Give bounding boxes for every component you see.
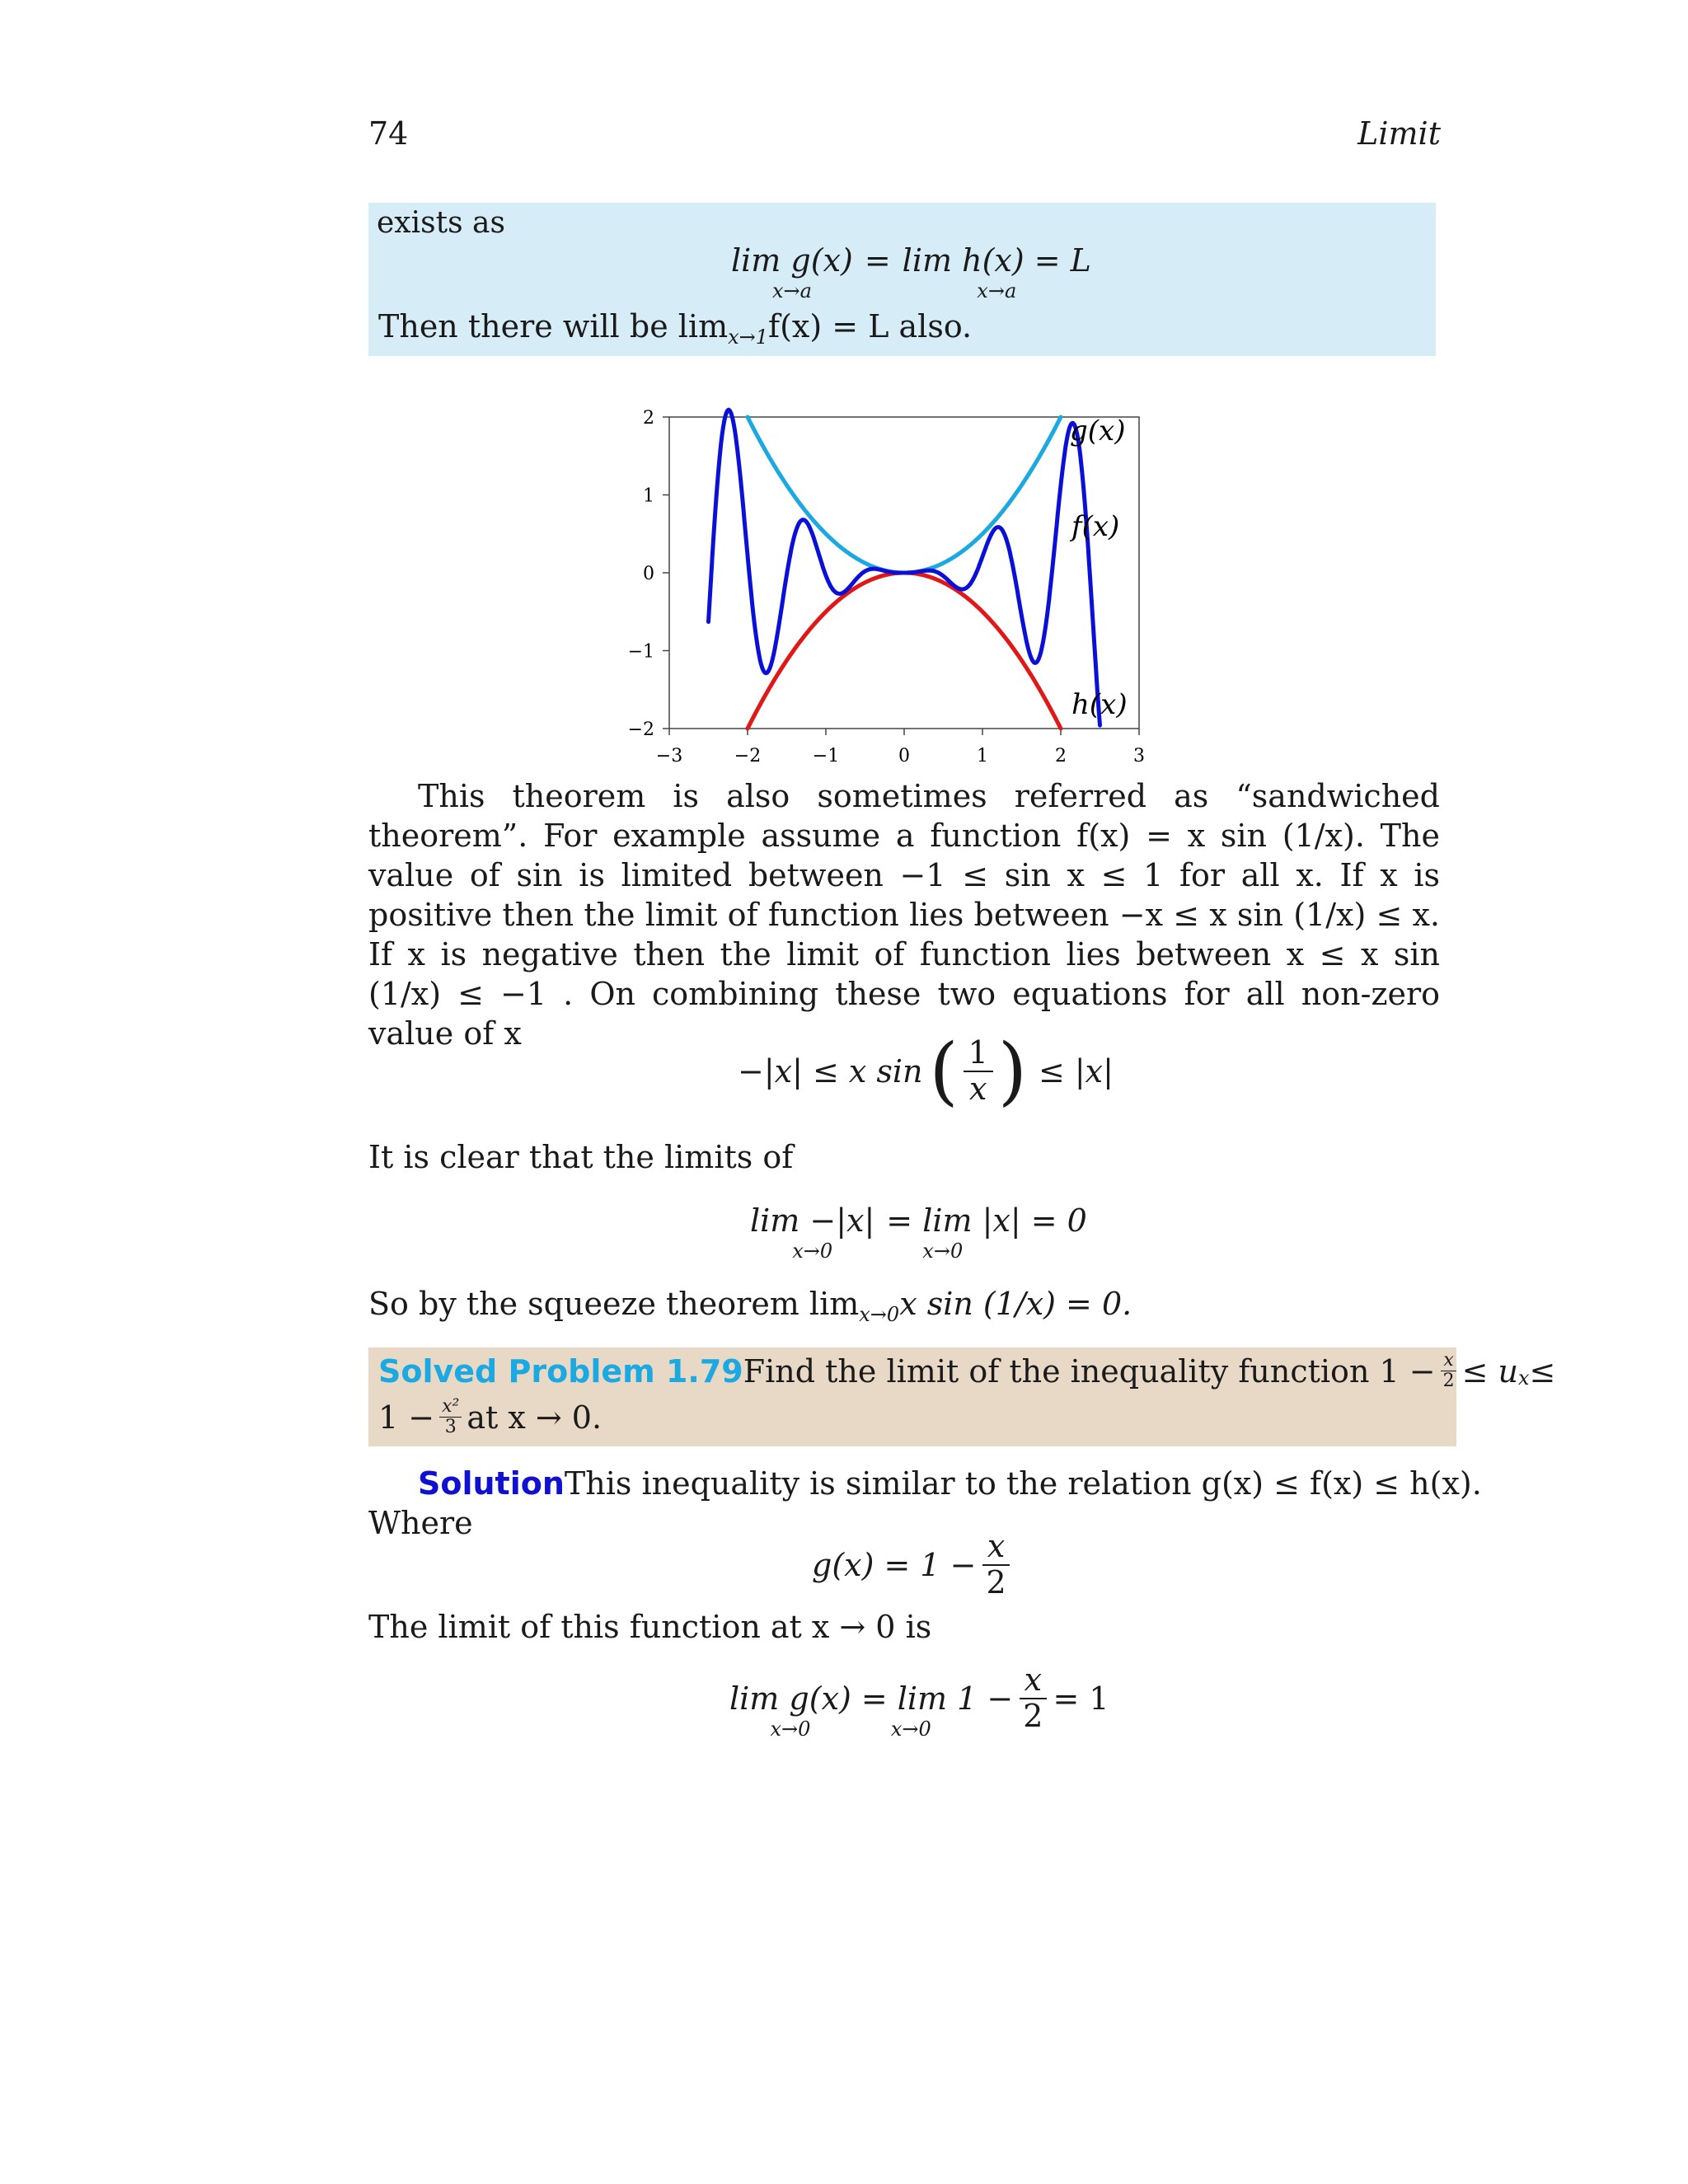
- lim-h: lim h(x) = L x→a: [902, 242, 1091, 302]
- inequality-equation: −|x| ≤ x sin ( $\frac{1}{x}$ ) ≤ |x|: [738, 1028, 1114, 1114]
- y-tick-label: −2: [627, 719, 654, 740]
- problem-fraction-x2-3: $\frac{\text{x²}}{3}$: [439, 1397, 462, 1437]
- solution-where: Where: [368, 1505, 473, 1541]
- label-g: g(x): [1070, 415, 1126, 448]
- y-tick-label: 0: [643, 564, 654, 584]
- fraction-1-over-x: $\frac{1}{x}$: [964, 1036, 993, 1107]
- label-f: f(x): [1071, 510, 1120, 543]
- y-tick-label: 1: [643, 485, 654, 507]
- lim-g: lim g(x) x→a: [731, 242, 853, 302]
- theorem-equation: lim g(x) x→a = lim h(x) = L x→a: [731, 242, 1091, 302]
- fraction-x-over-2: $\frac{x}{2}$: [982, 1530, 1011, 1601]
- paragraph-sandwich: This theorem is also sometimes referred as “sandwiched theorem”. For example assume a function f(x) = x sin (1/x). The value of sin is limited between −1 ≤ sin x ≤ 1 for all x. If x is positive then the limit of function lies between −x ≤ x sin (1/x) ≤ x. If x is negative then the limit of function lies between x ≤ x sin (1/x) ≤ −1 . On combining these two equations for all non-zero value of x: [368, 778, 1440, 1052]
- y-tick-label: −1: [627, 641, 654, 663]
- x-tick-label: 1: [977, 746, 988, 766]
- solution-label: Solution: [418, 1465, 565, 1502]
- x-tick-label: 3: [1133, 746, 1145, 766]
- problem-fraction-x-2: $\frac{x}{2}$: [1441, 1351, 1457, 1391]
- paragraph-limits: It is clear that the limits of: [368, 1139, 794, 1175]
- label-h: h(x): [1071, 688, 1128, 721]
- x-tick-label: −1: [812, 746, 840, 766]
- x-tick-label: −2: [734, 746, 762, 766]
- problem-box: [368, 1347, 1556, 1446]
- y-tick-label: 2: [643, 408, 654, 429]
- x-tick-label: 2: [1055, 746, 1067, 766]
- page-number: 74: [368, 115, 409, 152]
- problem-line-1: Solved Problem 1.79 Find the limit of the inequality function 1 − $\frac{x}{2}$ ≤ u x ≤: [378, 1350, 1556, 1392]
- limit-abs-equation: lim −|x| x→0 = lim |x| = 0 x→0: [750, 1202, 1087, 1263]
- theorem-box: [368, 203, 1436, 356]
- x-tick-label: 0: [898, 746, 910, 766]
- x-tick-label: −3: [655, 746, 683, 766]
- series-h-line: [748, 573, 1061, 729]
- theorem-line-3: Then there will be lim x→1 f(x) = L also.: [378, 308, 973, 349]
- problem-line-2: 1 − $\frac{\text{x²}}{3}$ at x → 0.: [378, 1396, 603, 1438]
- fraction-x-over-2-limit: $\frac{x}{2}$: [1018, 1663, 1048, 1734]
- sandwich-chart: [610, 404, 1170, 775]
- theorem-line-1: exists as: [377, 206, 505, 240]
- solution-line-1: Solution This inequality is similar to the relation g(x) ≤ f(x) ≤ h(x).: [418, 1465, 1482, 1502]
- g-definition-equation: g(x) = 1 − $\frac{x}{2}$: [812, 1530, 1016, 1601]
- running-title: Limit: [1357, 115, 1441, 152]
- solution-limit-text: The limit of this function at x → 0 is: [368, 1609, 932, 1645]
- problem-label: Solved Problem 1.79: [378, 1352, 743, 1390]
- g-limit-equation: lim g(x) x→0 = lim 1 − x→0 $\frac{x}{2}$ = 1: [729, 1661, 1109, 1741]
- series-g-line: [748, 417, 1061, 573]
- paragraph-squeeze: So by the squeeze theorem lim x→0 x sin (1/x) = 0.: [368, 1286, 1132, 1326]
